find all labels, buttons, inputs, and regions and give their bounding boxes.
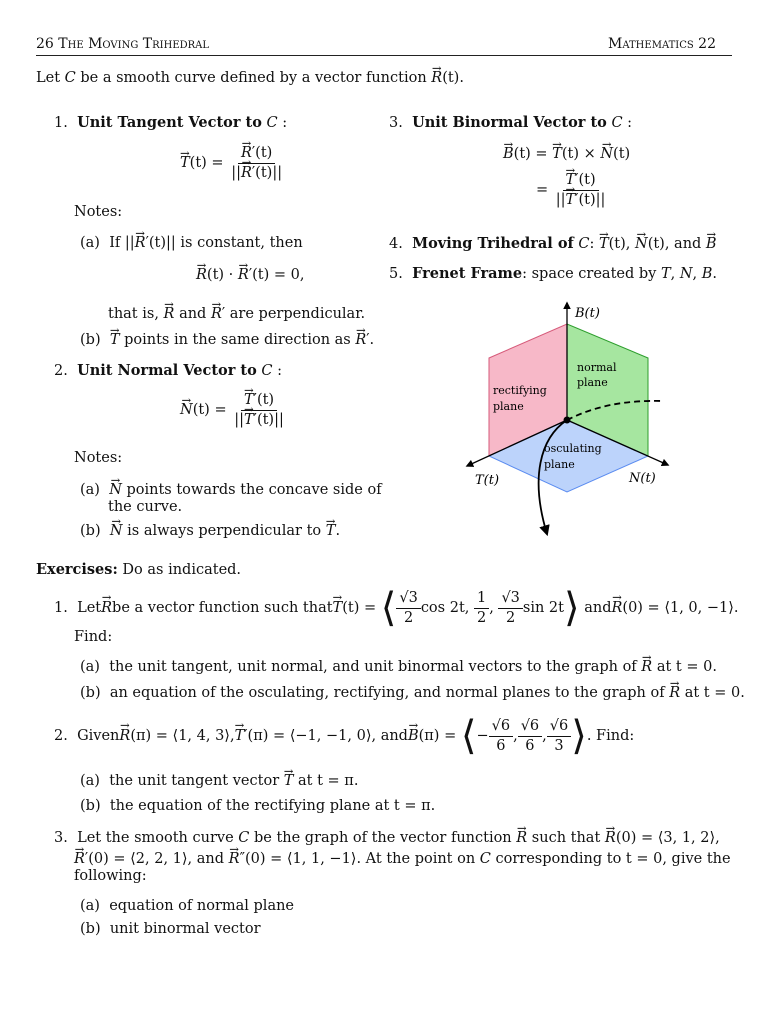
- s1-note-b: (b) → T points in the same direction as → R′.: [80, 332, 374, 349]
- section-4-moving-trihedral: 4. Moving Trihedral of C: → T(t), → N(t), and → B: [389, 236, 717, 253]
- exercise-1-line: 1. Let → R be a vector function such that → T (t) = ⟨ $\frac{√3}{2}$ cos 2t, $\frac{1}{2}$ , $\frac{√3}{2}$ sin 2t ⟩ and → R (0) = ⟨1, 0, −1⟩.: [54, 585, 739, 631]
- normal-label-2: plane: [577, 376, 608, 389]
- s1-notes-label: Notes:: [74, 204, 123, 220]
- section-1-heading: 1. Unit Tangent Vector to C :: [54, 114, 288, 131]
- trihedral-figure: [455, 298, 680, 543]
- exercise-1-find: Find:: [74, 629, 113, 645]
- s2-notes-label: Notes:: [74, 450, 123, 466]
- section-2-heading: 2. Unit Normal Vector to C :: [54, 362, 282, 379]
- s1-note-a-cont: that is, → R and → R′ are perpendicular.: [108, 306, 365, 323]
- s2-note-b: (b) → N is always perpendicular to → T.: [80, 523, 340, 540]
- header-rule: [36, 55, 732, 56]
- normal-formula: → N(t) = → $\frac{T'(t)}{||\to T'(t)||}$: [180, 392, 287, 428]
- origin-point: [564, 417, 571, 424]
- t-axis-label: T(t): [475, 473, 500, 488]
- s1-dot-product-eq: → R(t) · → R′(t) = 0,: [196, 267, 304, 284]
- n-axis-label: N(t): [629, 471, 656, 486]
- normal-label-1: normal: [577, 361, 617, 374]
- intro-text: Let C be a smooth curve defined by a vector function → R(t).: [36, 70, 464, 87]
- s2-note-a-cont: the curve.: [108, 499, 183, 515]
- exercise-3-line-2: → R′(0) = ⟨2, 2, 1⟩, and → R″(0) = ⟨1, 1, −1⟩. At the point on C corresponding to t = 0, give the: [74, 851, 731, 868]
- exercise-3-line-1: 3. Let the smooth curve C be the graph of the vector function → R such that → R(0) = ⟨3, 1, 2⟩,: [54, 830, 720, 847]
- tangent-formula: → T(t) = → $\frac{R'(t)}{||\to R'(t)||}$: [180, 145, 285, 181]
- exercise-3-line-3: following:: [74, 868, 147, 884]
- osculating-label-2: plane: [544, 458, 575, 471]
- exercise-1a: (a) the unit tangent, unit normal, and unit binormal vectors to the graph of → R at t = 0.: [80, 659, 717, 676]
- s2-note-a: (a) → N points towards the concave side of: [80, 482, 382, 499]
- rectifying-label-2: plane: [493, 400, 524, 413]
- binormal-formula-2: = → $\frac{T'(t)}{||\to T'(t)||}$: [536, 172, 608, 208]
- running-header-right: Mathematics 22: [608, 36, 717, 52]
- section-3-heading: 3. Unit Binormal Vector to C :: [389, 114, 633, 131]
- binormal-formula: → B(t) = → T(t) × → N(t): [503, 146, 630, 163]
- running-header-left: 26 The Moving Trihedral: [36, 36, 210, 52]
- exercise-3b: (b) unit binormal vector: [80, 921, 261, 937]
- exercise-3a: (a) equation of normal plane: [80, 898, 295, 914]
- exercises-heading: Exercises: Do as indicated.: [36, 561, 242, 578]
- exercise-2a: (a) the unit tangent vector → T at t = π.: [80, 773, 358, 790]
- s1-note-a: (a) If ||→ R′(t)|| is constant, then: [80, 235, 303, 252]
- exercise-1b: (b) an equation of the osculating, rectifying, and normal planes to the graph of → R at t = 0.: [80, 685, 745, 702]
- exercise-2b: (b) the equation of the rectifying plane at t = π.: [80, 798, 436, 814]
- rectifying-label-1: rectifying: [493, 384, 547, 397]
- b-axis-label: B(t): [575, 306, 600, 321]
- osculating-label-1: osculating: [544, 442, 602, 455]
- exercise-2-line: 2. Given → R (π) = ⟨1, 4, 3⟩, → T ′(π) = ⟨−1, −1, 0⟩, and → B (π) = ⟨ − $\frac{√6}{6}$ , $\frac{√6}{6}$ , $\frac{√6}{3}$ ⟩ . Find:: [54, 713, 634, 759]
- section-5-frenet-frame: 5. Frenet Frame: space created by T, N, B.: [389, 265, 718, 282]
